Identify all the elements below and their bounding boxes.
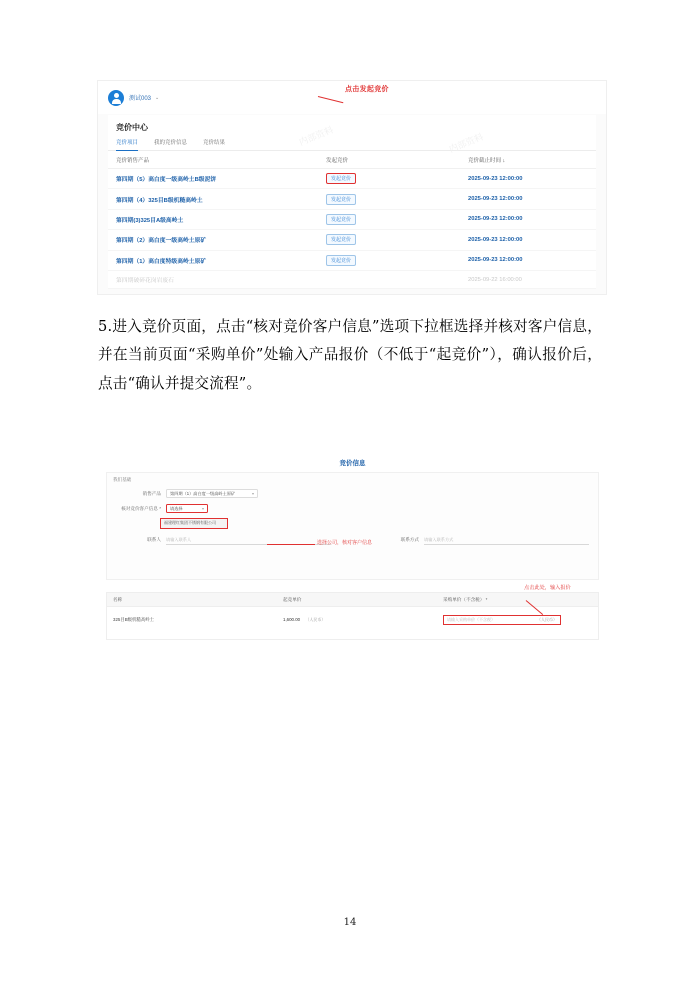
- table-row[interactable]: [108, 251, 596, 271]
- table-header: [108, 151, 596, 169]
- product-select[interactable]: [166, 489, 258, 498]
- bidding-center-card: [108, 115, 596, 288]
- purchase-price-unit: （人民币）: [537, 617, 557, 622]
- phone-input[interactable]: [424, 536, 589, 545]
- form-title: 竞价信息: [339, 460, 366, 467]
- bid-action-cell: [326, 214, 446, 225]
- tab-bidding-projects[interactable]: 竞价项目: [116, 138, 138, 150]
- phone-input-placeholder: 请输入联系方式: [424, 536, 454, 542]
- page-number: 14: [343, 917, 357, 928]
- table-row[interactable]: [108, 210, 596, 230]
- column-header-deadline[interactable]: 竞价截止时间 ↓: [468, 158, 506, 164]
- product-name[interactable]: 第四期（1）高白度特级高岭土原矿: [116, 258, 207, 265]
- bid-action-cell: [326, 234, 446, 245]
- deadline-value: 2025-09-23 12:00:00: [468, 236, 523, 243]
- field-label-customer: 核对竞价客户信息 *: [121, 505, 161, 511]
- column-header-name: 名称: [113, 596, 123, 602]
- start-bid-button[interactable]: 发起竞价: [326, 173, 356, 184]
- annotation-start-bid: 点击发起竞价: [345, 86, 389, 93]
- watermark: 内部资料: [447, 131, 485, 155]
- avatar: [108, 90, 124, 106]
- body-paragraph: 5.进入竞价页面，点击“核对竞价客户信息”选项下拉框选择并核对客户信息，并在当前页面“采购单价”处输入产品报价（不低于“起竞价”），确认报价后，点击“确认并提交流程”。: [98, 318, 602, 392]
- bid-action-cell: [326, 255, 446, 266]
- panel-section-label: 我们基础: [113, 477, 132, 482]
- bid-action-cell: [326, 194, 446, 205]
- table-row[interactable]: [108, 189, 596, 209]
- start-price-value: 1,600.00: [283, 617, 301, 622]
- chevron-down-icon[interactable]: ⌄: [155, 94, 160, 101]
- deadline-value: 2025-09-23 12:00:00: [468, 216, 523, 223]
- annotation-select-company: 选择公司，核对客户信息: [317, 540, 373, 546]
- start-bid-button[interactable]: 发起竞价: [326, 214, 356, 225]
- field-label-phone: 联系方式: [400, 537, 419, 542]
- price-row-name: 325目B级机糙高岭土: [113, 617, 154, 622]
- deadline-value: 2025-09-22 16:00:00: [468, 276, 522, 283]
- price-table: [106, 592, 599, 640]
- tab-my-bidding-info[interactable]: 我的竞价信息: [154, 140, 188, 146]
- bid-action-cell: [326, 173, 446, 184]
- screenshot-bidding-form: [100, 450, 605, 650]
- product-name[interactable]: 第四期（4）325目B级机糙高岭土: [116, 197, 203, 204]
- column-header-start-price: 起竞单价: [283, 596, 302, 602]
- product-name[interactable]: 第四期（2）高白度一级高岭土原矿: [116, 238, 207, 245]
- screenshot-bidding-center: [97, 80, 607, 295]
- card-title: 竞价中心: [116, 123, 148, 132]
- start-bid-button[interactable]: 发起竞价: [326, 194, 356, 205]
- field-product: [107, 486, 598, 501]
- price-table-header: [107, 593, 598, 607]
- table-row[interactable]: [108, 169, 596, 189]
- annotation-leader-line: [267, 544, 315, 545]
- start-price-cell: [283, 617, 443, 623]
- user-name: 测试003: [129, 96, 152, 102]
- product-name: 第四期破碎花岗岩废石: [116, 278, 174, 285]
- start-bid-button[interactable]: 发起竞价: [326, 234, 356, 245]
- field-customer: [107, 501, 598, 516]
- deadline-value: 2025-09-23 12:00:00: [468, 175, 523, 182]
- form-panel: [106, 472, 599, 580]
- watermark: 内部资料: [297, 124, 335, 148]
- customer-select-value: 请选择: [170, 505, 183, 511]
- customer-select[interactable]: [166, 504, 208, 513]
- purchase-price-placeholder: 请输入采购单价（不含税）: [447, 617, 495, 622]
- contact-input-placeholder: 请输入联系人: [166, 536, 192, 542]
- start-price-unit: （人民币）: [305, 617, 326, 622]
- tab-bidding-results[interactable]: 竞价结果: [203, 140, 226, 146]
- purchase-price-cell: [443, 615, 592, 625]
- purchase-price-input[interactable]: [443, 615, 561, 625]
- table-row[interactable]: [108, 230, 596, 250]
- product-name[interactable]: 第四期(3)325目A级高岭土: [116, 217, 184, 224]
- start-bid-button[interactable]: 发起竞价: [326, 255, 356, 266]
- field-label-contact: 联系人: [147, 537, 161, 542]
- deadline-value: 2025-09-23 12:00:00: [468, 257, 523, 264]
- table-row: [108, 271, 596, 289]
- chevron-down-icon: ▾: [201, 506, 204, 511]
- chevron-down-icon: ▾: [251, 491, 254, 496]
- product-name[interactable]: 第四期（5）高白度一级高岭土B级泥饼: [116, 177, 217, 184]
- field-label-product: 销售产品: [142, 490, 161, 496]
- annotation-enter-price: 点击此处，输入报价: [524, 585, 571, 591]
- column-header-product: 竞价销售产品: [116, 158, 150, 164]
- tab-bar: [108, 138, 596, 151]
- product-select-value: 第四期（1）高白度一级高岭土原矿: [170, 490, 236, 496]
- column-header-purchase-price: 采购单价（不含税） *: [443, 596, 488, 602]
- column-header-action: 发起竞价: [326, 158, 349, 164]
- deadline-value: 2025-09-23 12:00:00: [468, 196, 523, 203]
- price-table-row: [107, 607, 598, 633]
- customer-dropdown-option[interactable]: 福建理红集团不锈钢有限公司: [160, 518, 228, 529]
